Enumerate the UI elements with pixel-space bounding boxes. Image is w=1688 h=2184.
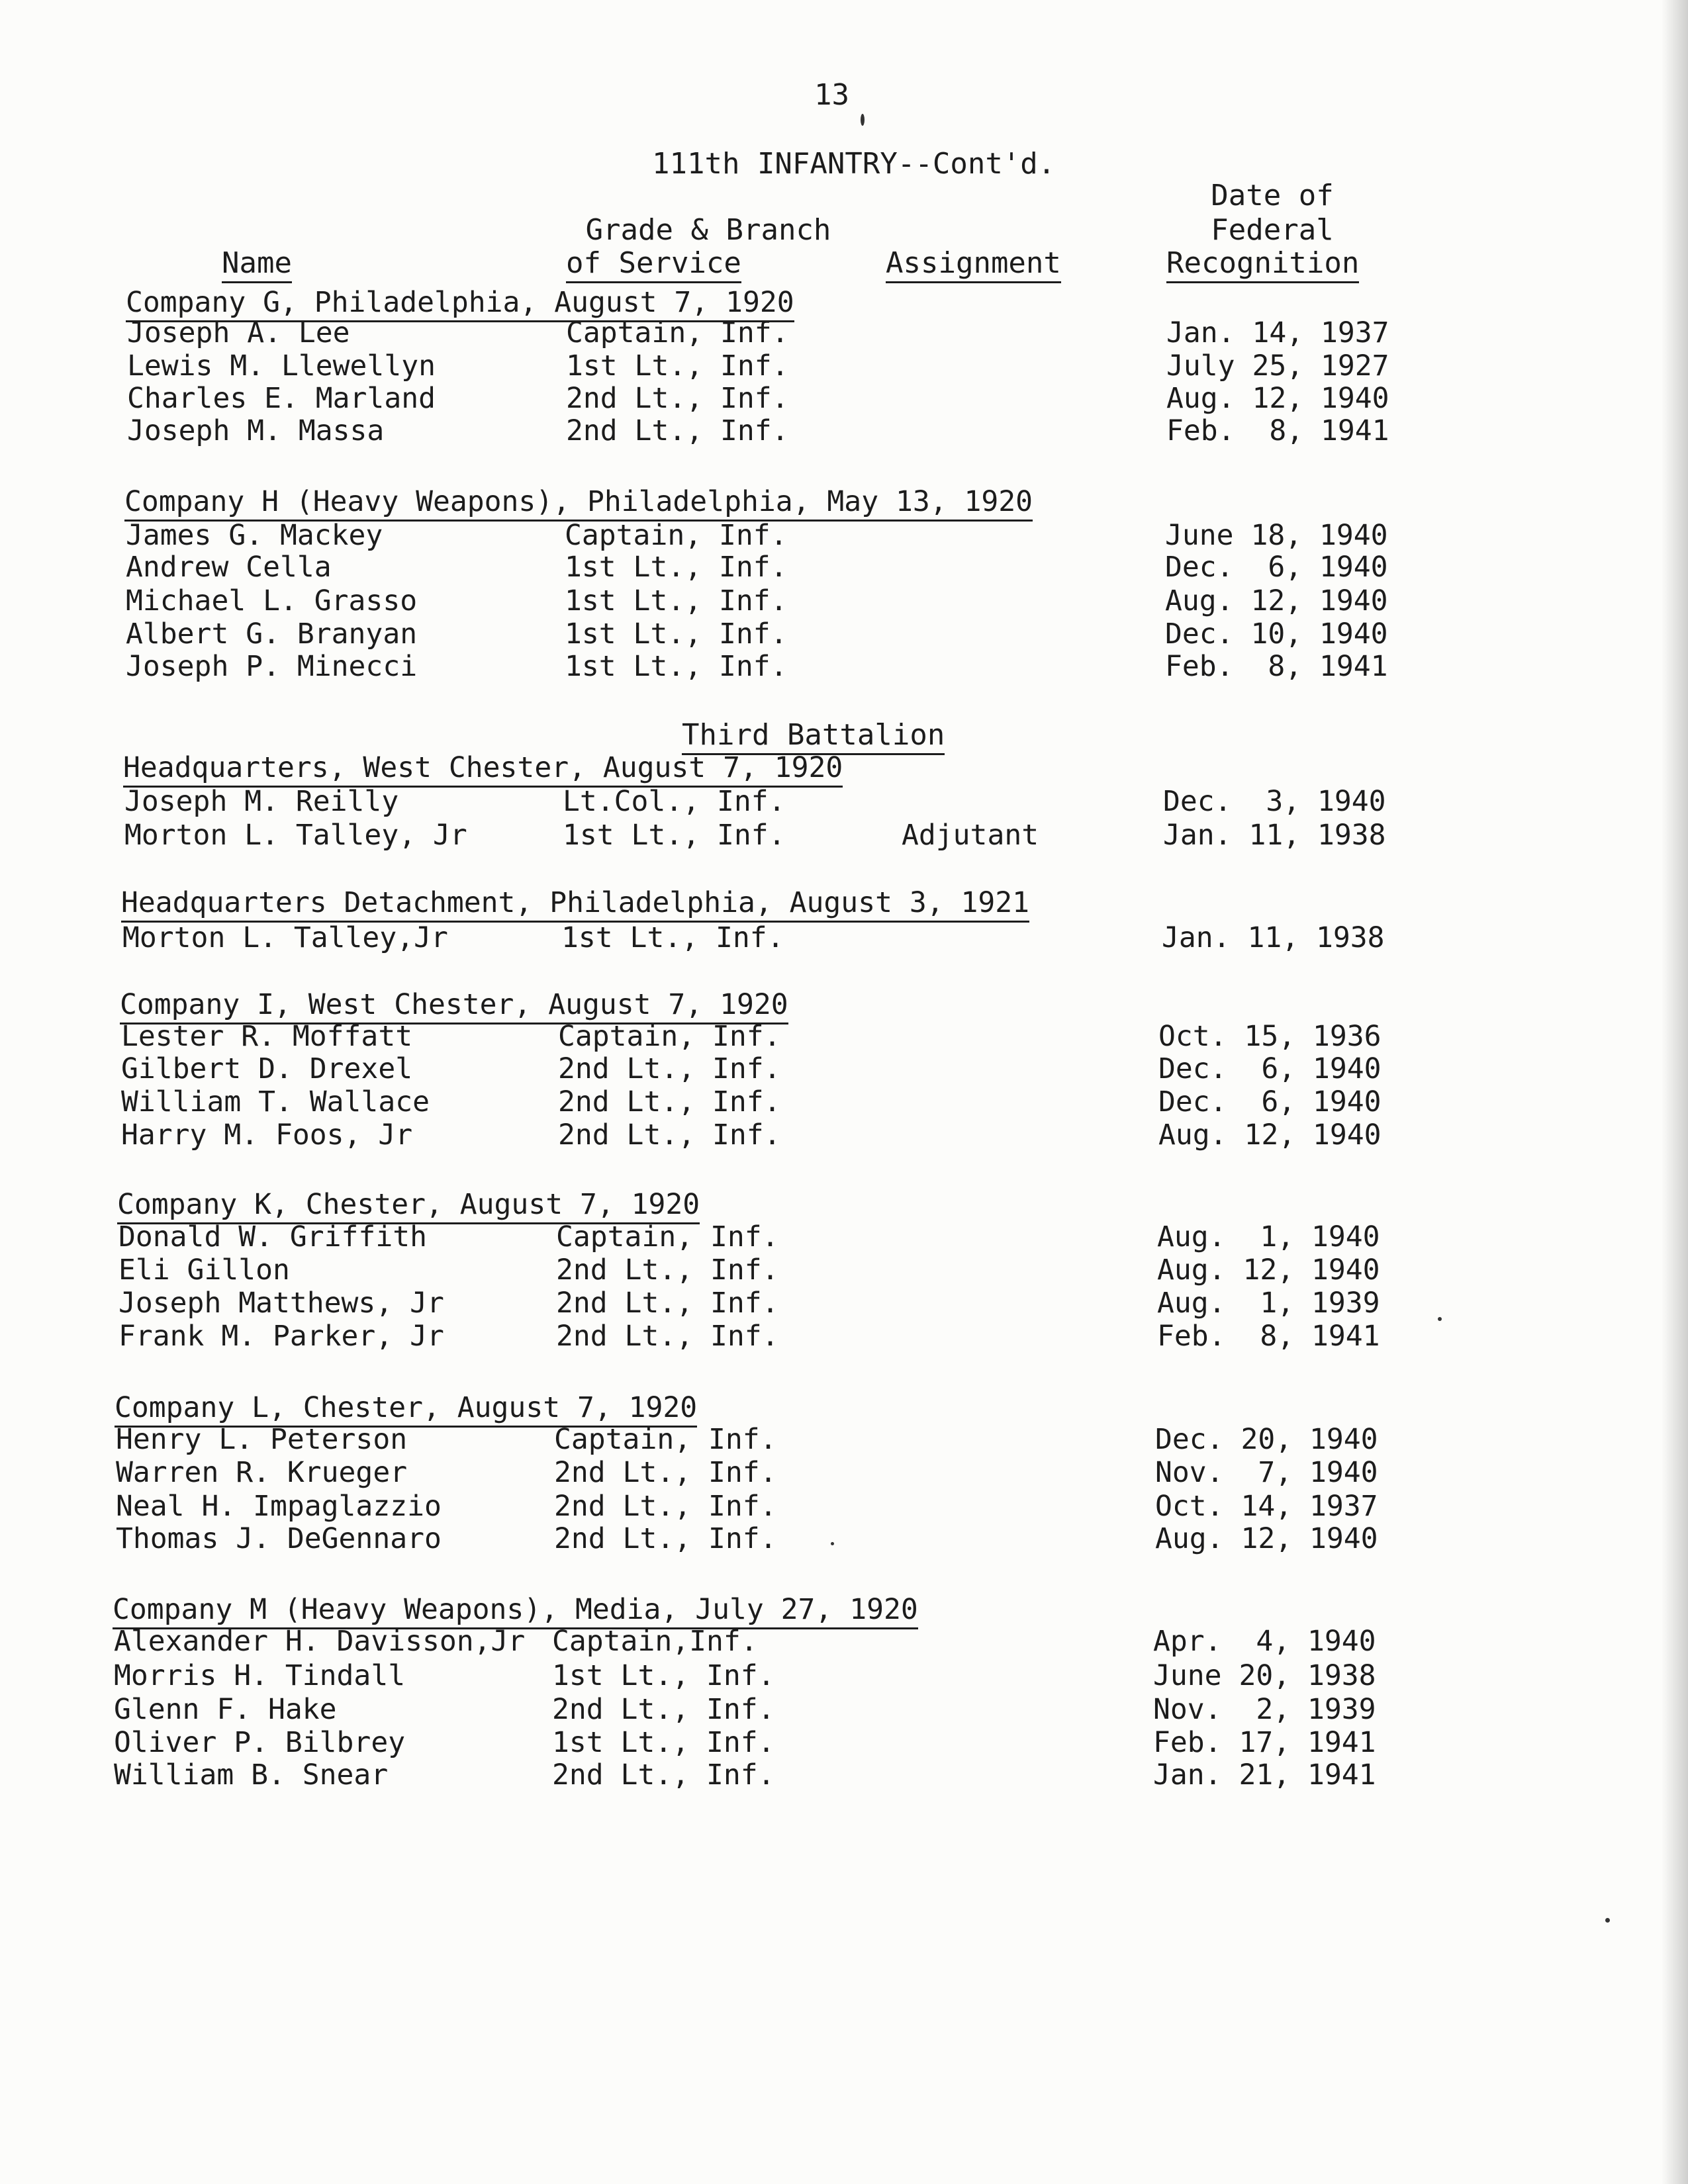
recognition-date: Dec. 6, 1940	[1158, 1085, 1382, 1118]
officer-name: Joseph M. Massa	[127, 414, 385, 447]
grade-branch: 2nd Lt., Inf.	[556, 1253, 779, 1287]
grade-branch: 2nd Lt., Inf.	[552, 1693, 775, 1726]
officer-name: Harry M. Foos, Jr	[121, 1118, 413, 1152]
section-heading-text: Company H (Heavy Weapons), Philadelphia, May 13, 1920	[124, 485, 1033, 522]
roster-row	[0, 921, 1523, 954]
recognition-date: Dec. 6, 1940	[1158, 1052, 1382, 1085]
section-heading	[115, 1392, 697, 1424]
officer-name: Eli Gillon	[118, 1253, 290, 1287]
header-assignment-wrap	[886, 246, 1061, 281]
roster-row	[0, 1693, 1523, 1726]
section-heading	[113, 1594, 918, 1625]
grade-branch: 2nd Lt., Inf.	[566, 382, 789, 415]
roster-row	[0, 519, 1523, 552]
roster-row	[0, 1456, 1523, 1489]
recognition-date: Dec. 10, 1940	[1165, 617, 1388, 651]
roster-row	[0, 414, 1523, 447]
roster-row	[0, 584, 1523, 617]
grade-branch: 2nd Lt., Inf.	[554, 1456, 777, 1489]
section-heading-text: Company K, Chester, August 7, 1920	[117, 1188, 700, 1224]
roster-row	[0, 1625, 1523, 1658]
grade-branch: 1st Lt., Inf.	[566, 349, 789, 383]
recognition-date: Dec. 3, 1940	[1163, 785, 1386, 818]
grade-branch: Captain,Inf.	[552, 1625, 758, 1658]
grade-branch: Captain, Inf.	[566, 316, 789, 349]
grade-branch: 1st Lt., Inf.	[563, 819, 786, 852]
grade-branch: 1st Lt., Inf.	[552, 1726, 775, 1759]
officer-name: Frank M. Parker, Jr	[118, 1320, 444, 1353]
officer-name: Joseph A. Lee	[127, 316, 350, 349]
header-date-line1: Date of	[1211, 179, 1334, 212]
roster-row	[0, 1220, 1523, 1253]
officer-name: Andrew Cella	[126, 551, 332, 584]
recognition-date: Aug. 1, 1939	[1157, 1287, 1380, 1320]
grade-branch: 2nd Lt., Inf.	[554, 1490, 777, 1523]
officer-name: Glenn F. Hake	[114, 1693, 337, 1726]
roster-row	[0, 1287, 1523, 1320]
grade-branch: 1st Lt., Inf.	[552, 1659, 775, 1692]
grade-branch: Captain, Inf.	[565, 519, 788, 552]
section-heading-text: Headquarters, West Chester, August 7, 1920	[123, 751, 843, 788]
header-grade-line2: of Service	[566, 246, 741, 283]
grade-branch: 2nd Lt., Inf.	[554, 1522, 777, 1555]
battalion-heading: Third Battalion	[682, 718, 945, 755]
section-heading	[117, 1189, 700, 1220]
recognition-date: Aug. 12, 1940	[1166, 382, 1389, 415]
section-heading	[120, 989, 788, 1021]
roster-row	[0, 785, 1523, 818]
recognition-date: Feb. 8, 1941	[1165, 650, 1388, 683]
header-assignment: Assignment	[886, 246, 1061, 283]
roster-row	[0, 1726, 1523, 1759]
officer-name: Lewis M. Llewellyn	[127, 349, 436, 383]
recognition-date: Dec. 20, 1940	[1155, 1423, 1378, 1456]
roster-row	[0, 617, 1523, 651]
section-heading	[126, 287, 794, 318]
header-name-wrap	[222, 246, 292, 281]
officer-name: Alexander H. Davisson,Jr	[114, 1625, 526, 1658]
officer-name: Thomas J. DeGennaro	[116, 1522, 442, 1555]
page-number: 13	[814, 78, 849, 112]
recognition-date: Oct. 14, 1937	[1155, 1490, 1378, 1523]
officer-name: Lester R. Moffatt	[121, 1020, 413, 1053]
officer-name: Neal H. Impaglazzio	[116, 1490, 442, 1523]
page-title: 111th INFANTRY--Cont'd.	[652, 147, 1056, 181]
recognition-date: Oct. 15, 1936	[1158, 1020, 1382, 1053]
header-date-line2: Federal	[1211, 213, 1334, 247]
recognition-date: Feb. 8, 1941	[1166, 414, 1389, 447]
officer-name: Gilbert D. Drexel	[121, 1052, 413, 1085]
battalion-heading-wrap	[682, 718, 945, 752]
grade-branch: 2nd Lt., Inf.	[556, 1287, 779, 1320]
recognition-date: Jan. 21, 1941	[1153, 1758, 1376, 1792]
grade-branch: Lt.Col., Inf.	[563, 785, 786, 818]
grade-branch: 2nd Lt., Inf.	[558, 1085, 781, 1118]
roster-row	[0, 1423, 1523, 1456]
officer-name: Morris H. Tindall	[114, 1659, 406, 1692]
roster-row	[0, 1522, 1523, 1555]
header-date-line3: Recognition	[1166, 246, 1359, 283]
roster-row	[0, 819, 1523, 852]
recognition-date: Feb. 17, 1941	[1153, 1726, 1376, 1759]
roster-row	[0, 1020, 1523, 1053]
roster-row	[0, 1320, 1523, 1353]
roster-row	[0, 382, 1523, 415]
officer-name: Michael L. Grasso	[126, 584, 418, 617]
header-grade-wrap	[566, 246, 741, 281]
officer-name: Oliver P. Bilbrey	[114, 1726, 406, 1759]
roster-row	[0, 1253, 1523, 1287]
grade-branch: 1st Lt., Inf.	[565, 617, 788, 651]
section-heading-text: Company M (Heavy Weapons), Media, July 27, 1920	[113, 1593, 918, 1629]
recognition-date: Apr. 4, 1940	[1153, 1625, 1376, 1658]
section-heading-text: Company I, West Chester, August 7, 1920	[120, 988, 788, 1024]
roster-row	[0, 1118, 1523, 1152]
officer-name: Joseph M. Reilly	[124, 785, 399, 818]
roster-row	[0, 1490, 1523, 1523]
roster-row	[0, 1659, 1523, 1692]
grade-branch: 1st Lt., Inf.	[565, 650, 788, 683]
recognition-date: Feb. 8, 1941	[1157, 1320, 1380, 1353]
grade-branch: Captain, Inf.	[558, 1020, 781, 1053]
grade-branch: 2nd Lt., Inf.	[556, 1320, 779, 1353]
grade-branch: 1st Lt., Inf.	[565, 551, 788, 584]
grade-branch: 2nd Lt., Inf.	[558, 1118, 781, 1152]
officer-name: Henry L. Peterson	[116, 1423, 408, 1456]
recognition-date: Aug. 12, 1940	[1155, 1522, 1378, 1555]
recognition-date: Aug. 12, 1940	[1157, 1253, 1380, 1287]
officer-name: William T. Wallace	[121, 1085, 430, 1118]
grade-branch: 1st Lt., Inf.	[561, 921, 784, 954]
recognition-date: Jan. 11, 1938	[1162, 921, 1385, 954]
grade-branch: 1st Lt., Inf.	[565, 584, 788, 617]
recognition-date: Dec. 6, 1940	[1165, 551, 1388, 584]
recognition-date: Nov. 2, 1939	[1153, 1693, 1376, 1726]
officer-name: William B. Snear	[114, 1758, 389, 1792]
officer-name: Morton L. Talley, Jr	[124, 819, 467, 852]
recognition-date: July 25, 1927	[1166, 349, 1389, 383]
roster-row	[0, 650, 1523, 683]
header-name: Name	[222, 246, 292, 283]
recognition-date: Jan. 14, 1937	[1166, 316, 1389, 349]
roster-row	[0, 349, 1523, 383]
section-heading-text: Company G, Philadelphia, August 7, 1920	[126, 286, 794, 322]
officer-name: Joseph P. Minecci	[126, 650, 418, 683]
officer-name: Charles E. Marland	[127, 382, 436, 415]
officer-name: Donald W. Griffith	[118, 1220, 427, 1253]
roster-row	[0, 1758, 1523, 1792]
scan-edge-shadow	[1662, 0, 1688, 2184]
section-heading	[121, 887, 1029, 919]
grade-branch: 2nd Lt., Inf.	[552, 1758, 775, 1792]
roster-row	[0, 316, 1523, 349]
recognition-date: Aug. 12, 1940	[1158, 1118, 1382, 1152]
recognition-date: Nov. 7, 1940	[1155, 1456, 1378, 1489]
recognition-date: Aug. 12, 1940	[1165, 584, 1388, 617]
header-grade-line1: Grade & Branch	[585, 213, 831, 247]
section-heading-text: Headquarters Detachment, Philadelphia, August 3, 1921	[121, 886, 1029, 923]
roster-row	[0, 1085, 1523, 1118]
recognition-date: Jan. 11, 1938	[1163, 819, 1386, 852]
officer-name: Morton L. Talley,Jr	[122, 921, 448, 954]
officer-name: Warren R. Krueger	[116, 1456, 408, 1489]
recognition-date: June 20, 1938	[1153, 1659, 1376, 1692]
recognition-date: Aug. 1, 1940	[1157, 1220, 1380, 1253]
officer-name: Joseph Matthews, Jr	[118, 1287, 444, 1320]
assignment: Adjutant	[902, 819, 1039, 852]
section-heading	[124, 486, 1033, 518]
recognition-date: June 18, 1940	[1165, 519, 1388, 552]
grade-branch: Captain, Inf.	[556, 1220, 779, 1253]
roster-row	[0, 1052, 1523, 1085]
grade-branch: Captain, Inf.	[554, 1423, 777, 1456]
section-heading	[123, 752, 843, 784]
grade-branch: 2nd Lt., Inf.	[558, 1052, 781, 1085]
officer-name: James G. Mackey	[126, 519, 383, 552]
roster-row	[0, 551, 1523, 584]
officer-name: Albert G. Branyan	[126, 617, 418, 651]
section-heading-text: Company L, Chester, August 7, 1920	[115, 1391, 697, 1428]
header-date-wrap	[1166, 246, 1359, 281]
grade-branch: 2nd Lt., Inf.	[566, 414, 789, 447]
